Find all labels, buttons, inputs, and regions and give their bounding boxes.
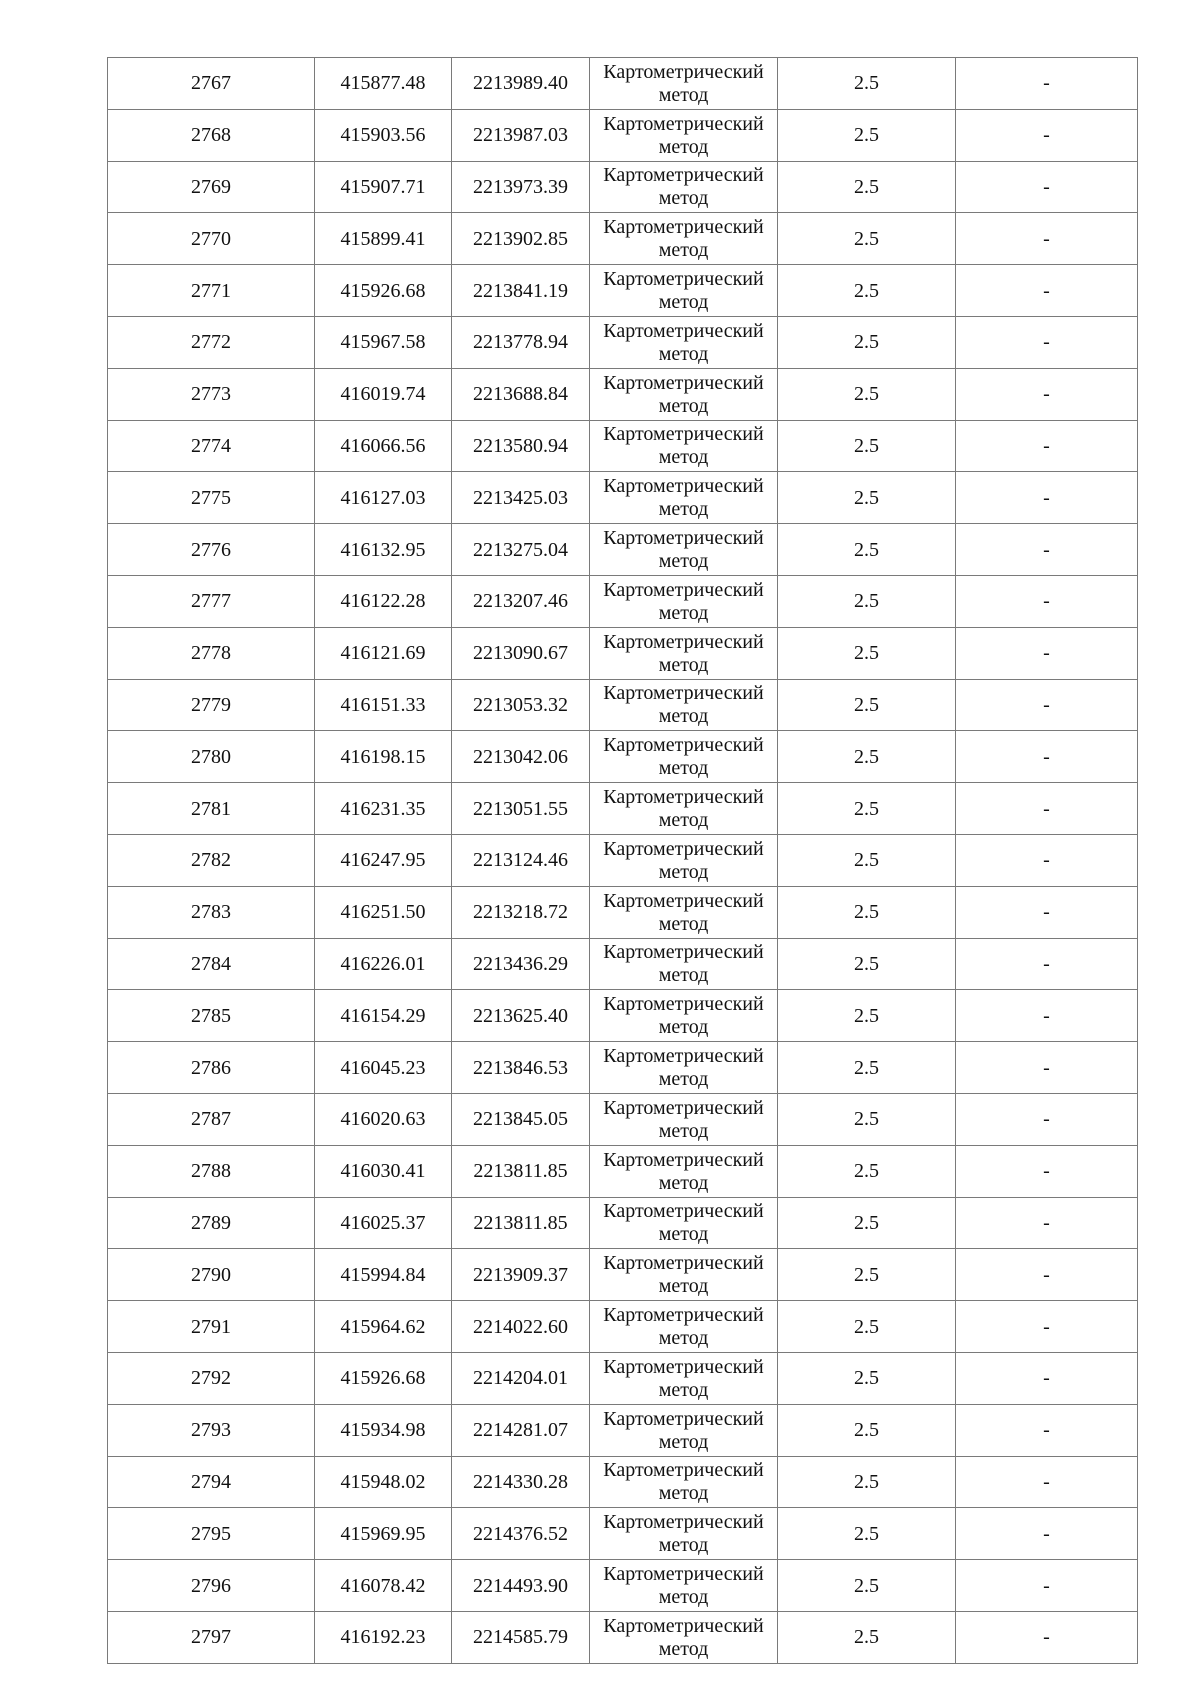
table-row [108,524,1138,576]
x-coordinate-cell: 416025.37 [315,1197,452,1249]
note-cell: - [956,161,1138,213]
x-coordinate-cell: 416247.95 [315,834,452,886]
accuracy-cell: 2.5 [778,265,956,317]
note-cell: - [956,368,1138,420]
table-row [108,472,1138,524]
x-coordinate-cell: 415903.56 [315,109,452,161]
point-number-cell: 2776 [108,524,315,576]
table-row [108,990,1138,1042]
point-number-cell: 2792 [108,1352,315,1404]
point-number-cell: 2794 [108,1456,315,1508]
point-number-cell: 2781 [108,783,315,835]
accuracy-cell: 2.5 [778,1560,956,1612]
note-cell: - [956,265,1138,317]
note-cell: - [956,1508,1138,1560]
point-number-cell: 2786 [108,1042,315,1094]
method-cell: Картометрический метод [590,1352,778,1404]
x-coordinate-cell: 416231.35 [315,783,452,835]
accuracy-cell: 2.5 [778,368,956,420]
x-coordinate-cell: 415926.68 [315,1352,452,1404]
accuracy-cell: 2.5 [778,731,956,783]
method-cell: Картометрический метод [590,316,778,368]
accuracy-cell: 2.5 [778,627,956,679]
table-row [108,161,1138,213]
method-cell: Картометрический метод [590,265,778,317]
method-cell: Картометрический метод [590,213,778,265]
method-cell: Картометрический метод [590,938,778,990]
table-row [108,1352,1138,1404]
accuracy-cell: 2.5 [778,679,956,731]
accuracy-cell: 2.5 [778,109,956,161]
table-row [108,109,1138,161]
point-number-cell: 2796 [108,1560,315,1612]
note-cell: - [956,58,1138,110]
accuracy-cell: 2.5 [778,1249,956,1301]
y-coordinate-cell: 2213778.94 [452,316,590,368]
table-row [108,1197,1138,1249]
y-coordinate-cell: 2213124.46 [452,834,590,886]
method-cell: Картометрический метод [590,1456,778,1508]
method-cell: Картометрический метод [590,627,778,679]
note-cell: - [956,679,1138,731]
point-number-cell: 2777 [108,575,315,627]
method-cell: Картометрический метод [590,731,778,783]
x-coordinate-cell: 415934.98 [315,1404,452,1456]
y-coordinate-cell: 2213090.67 [452,627,590,679]
table-row [108,1560,1138,1612]
note-cell: - [956,1611,1138,1663]
y-coordinate-cell: 2213053.32 [452,679,590,731]
x-coordinate-cell: 416192.23 [315,1611,452,1663]
y-coordinate-cell: 2214022.60 [452,1301,590,1353]
method-cell: Картометрический метод [590,1508,778,1560]
point-number-cell: 2780 [108,731,315,783]
accuracy-cell: 2.5 [778,161,956,213]
point-number-cell: 2793 [108,1404,315,1456]
method-cell: Картометрический метод [590,1093,778,1145]
x-coordinate-cell: 416198.15 [315,731,452,783]
y-coordinate-cell: 2214585.79 [452,1611,590,1663]
table-row [108,1093,1138,1145]
x-coordinate-cell: 416122.28 [315,575,452,627]
note-cell: - [956,990,1138,1042]
point-number-cell: 2778 [108,627,315,679]
table-row [108,1042,1138,1094]
y-coordinate-cell: 2213436.29 [452,938,590,990]
method-cell: Картометрический метод [590,834,778,886]
table-row [108,420,1138,472]
method-cell: Картометрический метод [590,368,778,420]
accuracy-cell: 2.5 [778,1042,956,1094]
y-coordinate-cell: 2213425.03 [452,472,590,524]
x-coordinate-cell: 415907.71 [315,161,452,213]
accuracy-cell: 2.5 [778,1301,956,1353]
table-row [108,368,1138,420]
table-row [108,1301,1138,1353]
y-coordinate-cell: 2213909.37 [452,1249,590,1301]
y-coordinate-cell: 2214281.07 [452,1404,590,1456]
note-cell: - [956,420,1138,472]
note-cell: - [956,1249,1138,1301]
note-cell: - [956,1560,1138,1612]
note-cell: - [956,316,1138,368]
table-row [108,1249,1138,1301]
point-number-cell: 2772 [108,316,315,368]
point-number-cell: 2774 [108,420,315,472]
x-coordinate-cell: 416078.42 [315,1560,452,1612]
table-row [108,1404,1138,1456]
table-row [108,834,1138,886]
point-number-cell: 2789 [108,1197,315,1249]
note-cell: - [956,834,1138,886]
point-number-cell: 2788 [108,1145,315,1197]
y-coordinate-cell: 2213989.40 [452,58,590,110]
x-coordinate-cell: 416127.03 [315,472,452,524]
table-row [108,1611,1138,1663]
y-coordinate-cell: 2214376.52 [452,1508,590,1560]
accuracy-cell: 2.5 [778,938,956,990]
x-coordinate-cell: 415964.62 [315,1301,452,1353]
method-cell: Картометрический метод [590,472,778,524]
table-row [108,679,1138,731]
note-cell: - [956,213,1138,265]
y-coordinate-cell: 2213811.85 [452,1145,590,1197]
y-coordinate-cell: 2213580.94 [452,420,590,472]
method-cell: Картометрический метод [590,524,778,576]
accuracy-cell: 2.5 [778,1197,956,1249]
y-coordinate-cell: 2213042.06 [452,731,590,783]
method-cell: Картометрический метод [590,1249,778,1301]
point-number-cell: 2773 [108,368,315,420]
point-number-cell: 2770 [108,213,315,265]
accuracy-cell: 2.5 [778,1404,956,1456]
table-row [108,627,1138,679]
accuracy-cell: 2.5 [778,524,956,576]
note-cell: - [956,1301,1138,1353]
x-coordinate-cell: 416132.95 [315,524,452,576]
note-cell: - [956,472,1138,524]
method-cell: Картометрический метод [590,886,778,938]
table-row [108,575,1138,627]
method-cell: Картометрический метод [590,420,778,472]
accuracy-cell: 2.5 [778,575,956,627]
method-cell: Картометрический метод [590,1042,778,1094]
table-row [108,58,1138,110]
y-coordinate-cell: 2213275.04 [452,524,590,576]
y-coordinate-cell: 2213625.40 [452,990,590,1042]
point-number-cell: 2797 [108,1611,315,1663]
point-number-cell: 2784 [108,938,315,990]
y-coordinate-cell: 2213841.19 [452,265,590,317]
note-cell: - [956,938,1138,990]
method-cell: Картометрический метод [590,1301,778,1353]
accuracy-cell: 2.5 [778,316,956,368]
x-coordinate-cell: 416121.69 [315,627,452,679]
method-cell: Картометрический метод [590,1611,778,1663]
method-cell: Картометрический метод [590,1197,778,1249]
x-coordinate-cell: 415899.41 [315,213,452,265]
x-coordinate-cell: 415967.58 [315,316,452,368]
point-number-cell: 2767 [108,58,315,110]
y-coordinate-cell: 2213688.84 [452,368,590,420]
y-coordinate-cell: 2214330.28 [452,1456,590,1508]
method-cell: Картометрический метод [590,575,778,627]
y-coordinate-cell: 2213218.72 [452,886,590,938]
y-coordinate-cell: 2213051.55 [452,783,590,835]
accuracy-cell: 2.5 [778,1093,956,1145]
note-cell: - [956,1197,1138,1249]
point-number-cell: 2785 [108,990,315,1042]
y-coordinate-cell: 2214204.01 [452,1352,590,1404]
note-cell: - [956,627,1138,679]
method-cell: Картометрический метод [590,990,778,1042]
accuracy-cell: 2.5 [778,1508,956,1560]
accuracy-cell: 2.5 [778,1352,956,1404]
x-coordinate-cell: 416226.01 [315,938,452,990]
note-cell: - [956,1093,1138,1145]
accuracy-cell: 2.5 [778,1145,956,1197]
table-row [108,1145,1138,1197]
y-coordinate-cell: 2214493.90 [452,1560,590,1612]
point-number-cell: 2782 [108,834,315,886]
y-coordinate-cell: 2213973.39 [452,161,590,213]
x-coordinate-cell: 415926.68 [315,265,452,317]
accuracy-cell: 2.5 [778,213,956,265]
note-cell: - [956,731,1138,783]
method-cell: Картометрический метод [590,1145,778,1197]
point-number-cell: 2771 [108,265,315,317]
method-cell: Картометрический метод [590,1560,778,1612]
x-coordinate-cell: 415994.84 [315,1249,452,1301]
accuracy-cell: 2.5 [778,1456,956,1508]
method-cell: Картометрический метод [590,679,778,731]
x-coordinate-cell: 416030.41 [315,1145,452,1197]
x-coordinate-cell: 416066.56 [315,420,452,472]
point-number-cell: 2791 [108,1301,315,1353]
note-cell: - [956,1352,1138,1404]
method-cell: Картометрический метод [590,161,778,213]
y-coordinate-cell: 2213207.46 [452,575,590,627]
note-cell: - [956,1404,1138,1456]
x-coordinate-cell: 415948.02 [315,1456,452,1508]
point-number-cell: 2775 [108,472,315,524]
table-row [108,1508,1138,1560]
note-cell: - [956,886,1138,938]
point-number-cell: 2779 [108,679,315,731]
y-coordinate-cell: 2213811.85 [452,1197,590,1249]
point-number-cell: 2795 [108,1508,315,1560]
x-coordinate-cell: 416045.23 [315,1042,452,1094]
y-coordinate-cell: 2213845.05 [452,1093,590,1145]
method-cell: Картометрический метод [590,783,778,835]
accuracy-cell: 2.5 [778,990,956,1042]
point-number-cell: 2783 [108,886,315,938]
note-cell: - [956,524,1138,576]
y-coordinate-cell: 2213846.53 [452,1042,590,1094]
note-cell: - [956,783,1138,835]
note-cell: - [956,1042,1138,1094]
point-number-cell: 2790 [108,1249,315,1301]
method-cell: Картометрический метод [590,1404,778,1456]
accuracy-cell: 2.5 [778,834,956,886]
accuracy-cell: 2.5 [778,472,956,524]
accuracy-cell: 2.5 [778,886,956,938]
x-coordinate-cell: 416151.33 [315,679,452,731]
table-row [108,1456,1138,1508]
point-number-cell: 2768 [108,109,315,161]
note-cell: - [956,1456,1138,1508]
accuracy-cell: 2.5 [778,58,956,110]
y-coordinate-cell: 2213902.85 [452,213,590,265]
table-row [108,938,1138,990]
table-row [108,731,1138,783]
coordinates-table [107,57,1138,1664]
x-coordinate-cell: 416154.29 [315,990,452,1042]
point-number-cell: 2769 [108,161,315,213]
x-coordinate-cell: 415969.95 [315,1508,452,1560]
x-coordinate-cell: 416020.63 [315,1093,452,1145]
note-cell: - [956,1145,1138,1197]
table-row [108,886,1138,938]
table-row [108,783,1138,835]
x-coordinate-cell: 416019.74 [315,368,452,420]
coordinates-table-body [108,58,1138,1664]
x-coordinate-cell: 415877.48 [315,58,452,110]
note-cell: - [956,109,1138,161]
accuracy-cell: 2.5 [778,1611,956,1663]
y-coordinate-cell: 2213987.03 [452,109,590,161]
table-row [108,265,1138,317]
method-cell: Картометрический метод [590,109,778,161]
table-row [108,316,1138,368]
accuracy-cell: 2.5 [778,420,956,472]
point-number-cell: 2787 [108,1093,315,1145]
note-cell: - [956,575,1138,627]
accuracy-cell: 2.5 [778,783,956,835]
table-row [108,213,1138,265]
x-coordinate-cell: 416251.50 [315,886,452,938]
method-cell: Картометрический метод [590,58,778,110]
